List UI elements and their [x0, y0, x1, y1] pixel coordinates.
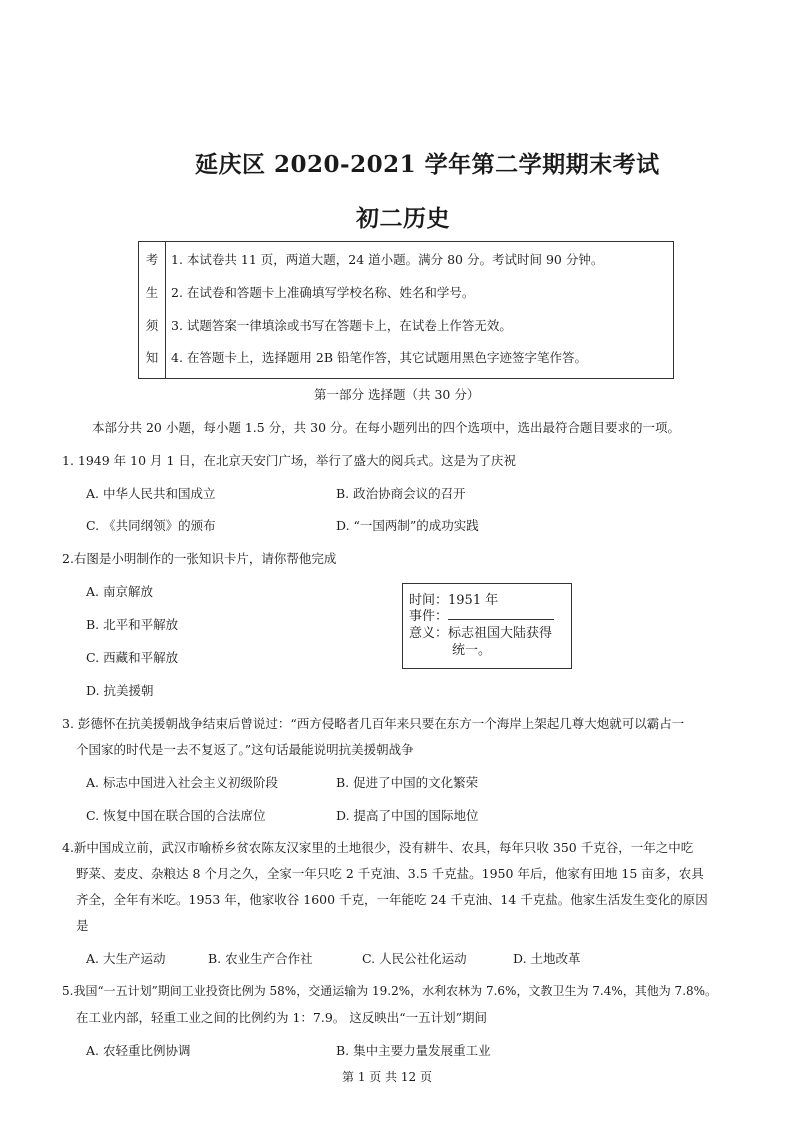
card-meaning-cont: 统一。: [452, 643, 492, 658]
question-4-stem-cont: 野菜、麦皮、杂粮达 8 个月之久，全家一年只吃 2 千克油、3.5 千克盐。1950 年后，他家有田地 15 亩多，农具: [76, 866, 704, 881]
section-intro: 本部分共 20 小题，每小题 1.5 分，共 30 分。在每小题列出的四个选项中，选出最符合题目要求的一项。: [92, 420, 681, 435]
question-1-stem: 1. 1949 年 10 月 1 日，在北京天安门广场，举行了盛大的阅兵式。这是为了庆祝: [62, 453, 516, 468]
card-event-blank: [448, 607, 554, 620]
question-1-option-a: A. 中华人民共和国成立: [86, 486, 216, 501]
question-5-stem-cont: 在工业内部，轻重工业之间的比例约为 1：7.9。 这反映出“一五计划”期间: [76, 1010, 488, 1025]
exam-subject: 初二历史: [356, 205, 450, 232]
card-meaning: 意义：标志祖国大陆获得: [409, 626, 553, 641]
question-4-stem-cont: 是: [76, 918, 89, 933]
instruction-line: 3. 试题答案一律填涂或书写在答题卡上，在试卷上作答无效。: [171, 318, 512, 333]
question-3-option-d: D. 提高了中国的国际地位: [336, 808, 479, 823]
instructions-side-char: 考: [145, 252, 159, 267]
question-4-stem-cont: 齐全，全年有米吃。1953 年，他家收谷 1600 千克，一年能吃 24 千克油、14 千克盐。他家生活发生变化的原因: [76, 892, 708, 907]
instructions-side-char: 须: [145, 318, 159, 333]
question-4-option-a: A. 大生产运动: [86, 951, 166, 966]
question-5-stem: 5.我国“一五计划”期间工业投资比例为 58%，交通运输为 19.2%，水利农林为 7.6%，文教卫生为 7.4%，其他为 7.8%。: [62, 984, 718, 998]
instructions-side-char: 生: [145, 285, 159, 300]
question-4-option-b: B. 农业生产合作社: [208, 951, 313, 966]
instruction-line: 4. 在答题卡上，选择题用 2B 铅笔作答，其它试题用黑色字迹签字笔作答。: [171, 350, 587, 365]
question-2-stem: 2.右图是小明制作的一张知识卡片，请你帮他完成: [62, 551, 337, 566]
question-5-option-b: B. 集中主要力量发展重工业: [336, 1043, 491, 1058]
card-time: 时间：1951 年: [409, 593, 499, 608]
instructions-table: [138, 241, 674, 379]
question-4-option-d: D. 土地改革: [513, 951, 581, 966]
question-2-option-c: C. 西藏和平解放: [86, 650, 179, 665]
question-2-option-a: A. 南京解放: [86, 584, 153, 599]
instruction-line: 2. 在试卷和答题卡上准确填写学校名称、姓名和学号。: [171, 285, 475, 300]
question-5-option-a: A. 农轻重比例协调: [86, 1043, 191, 1058]
question-3-option-c: C. 恢复中国在联合国的合法席位: [86, 808, 266, 823]
knowledge-card: [402, 583, 572, 669]
question-1-option-b: B. 政治协商会议的召开: [336, 486, 466, 501]
question-4-stem: 4.新中国成立前，武汉市喻桥乡贫农陈友汉家里的土地很少，没有耕牛、农具，每年只收 350 千克谷，一年之中吃: [62, 840, 694, 855]
exam-title: 延庆区 2020-2021 学年第二学期期末考试: [195, 151, 660, 178]
question-4-option-c: C. 人民公社化运动: [362, 951, 467, 966]
question-3-stem: 3. 彭德怀在抗美援朝战争结束后曾说过：“西方侵略者几百年来只要在东方一个海岸上架起几尊大炮就可以霸占一: [62, 716, 685, 731]
question-2-option-d: D. 抗美援朝: [86, 683, 154, 698]
instruction-line: 1. 本试卷共 11 页，两道大题，24 道小题。满分 80 分。考试时间 90 分钟。: [171, 252, 604, 267]
card-event-label: 事件：: [409, 609, 449, 624]
question-1-option-d: D. “一国两制”的成功实践: [336, 518, 479, 533]
table-divider: [165, 242, 166, 378]
instructions-side-char: 知: [145, 350, 159, 365]
question-3-option-a: A. 标志中国进入社会主义初级阶段: [86, 775, 278, 790]
question-2-option-b: B. 北平和平解放: [86, 617, 179, 632]
page-number: 第 1 页 共 12 页: [342, 1070, 432, 1084]
question-3-stem-cont: 个国家的时代是一去不复返了。”这句话最能说明抗美援朝战争: [76, 742, 414, 757]
question-3-option-b: B. 促进了中国的文化繁荣: [336, 775, 479, 790]
section-title: 第一部分 选择题（共 30 分）: [314, 387, 480, 402]
question-1-option-c: C. 《共同纲领》的颁布: [86, 518, 216, 533]
